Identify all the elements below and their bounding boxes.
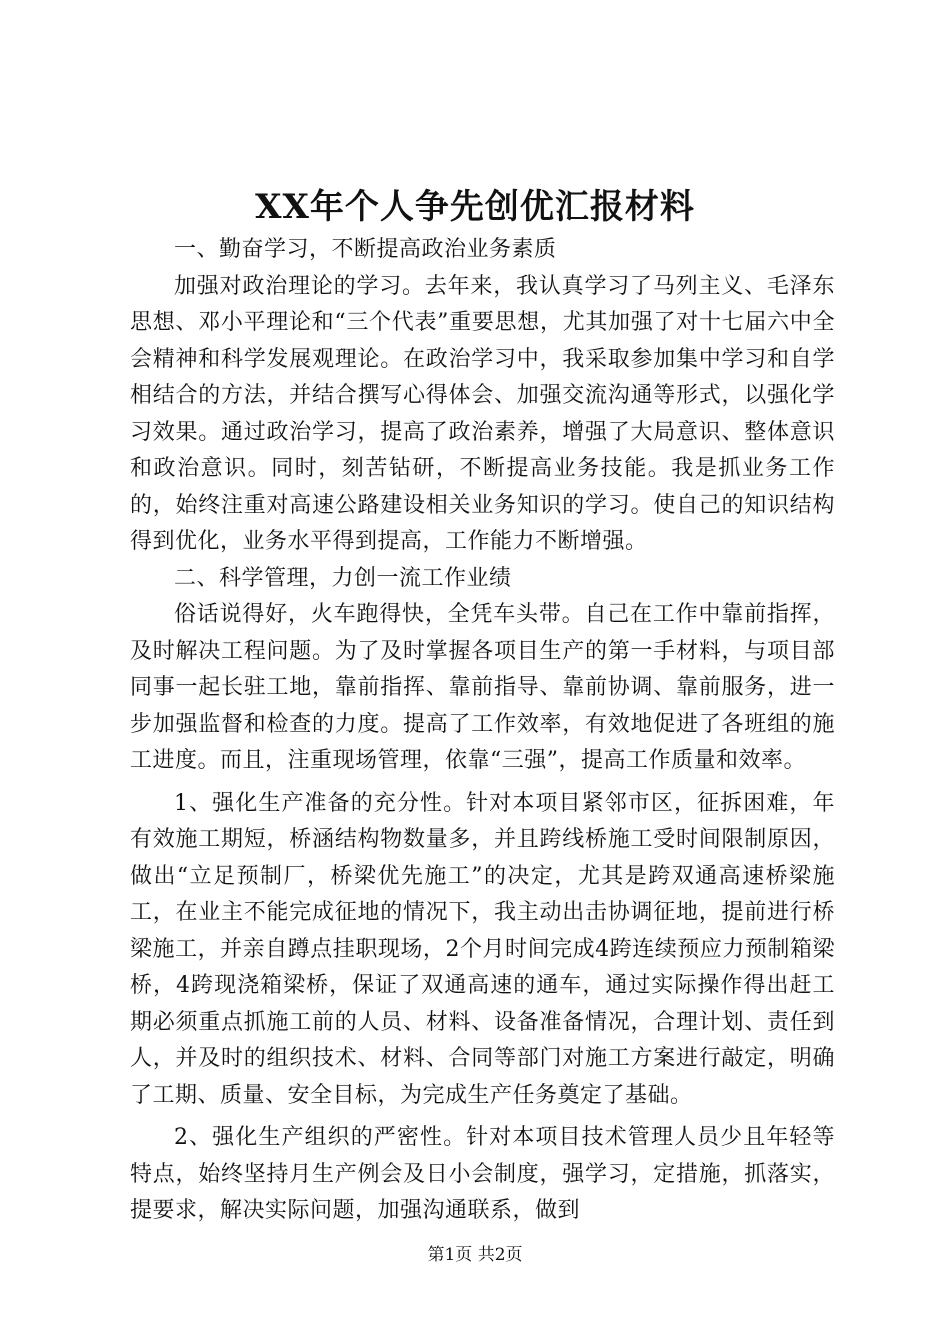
- document-title: XX年个人争先创优汇报材料: [255, 187, 695, 227]
- paragraph-management: 俗话说得好，火车跑得快，全凭车头带。自己在工作中靠前指挥，及时解决工程问题。为了及时掌握各项目生产的第一手材料，与项目部同事一起长驻工地，靠前指挥、靠前指导、靠前协调、靠前服务，进一步加强监督和检查的力度。提高了工作效率，有效地促进了各班组的施工进度。而且，注重现场管理，依靠“三强”，提高工作质量和效率。: [130, 602, 835, 773]
- page-number-footer: 第1页 共2页: [427, 1245, 523, 1265]
- document-body: [130, 232, 835, 1230]
- paragraph-item-2: 2、强化生产组织的严密性。针对本项目技术管理人员少且年轻等特点，始终坚持月生产例会及日小会制度，强学习，定措施，抓落实，提要求，解决实际问题，加强沟通联系，做到: [130, 1125, 835, 1223]
- paragraph-item-1: 1、强化生产准备的充分性。针对本项目紧邻市区，征拆困难，年有效施工期短，桥涵结构物数量多，并且跨线桥施工受时间限制原因，做出“立足预制厂，桥梁优先施工”的决定，尤其是跨双通高速桥梁施工，在业主不能完成征地的情况下，我主动出击协调征地，提前进行桥梁施工，并亲自蹲点挂职现场，2个月时间完成4跨连续预应力预制箱梁桥，4跨现浇箱梁桥，保证了双通高速的通车，通过实际操作得出赶工期必须重点抓施工前的人员、材料、设备准备情况，合理计划、责任到人，并及时的组织技术、材料、合同等部门对施工方案进行敲定，明确了工期、质量、安全目标，为完成生产任务奠定了基础。: [130, 790, 835, 1108]
- section-heading-1: 一、勤奋学习，不断提高政治业务素质: [174, 237, 557, 262]
- paragraph-study: 加强对政治理论的学习。去年来，我认真学习了马列主义、毛泽东思想、邓小平理论和“三个代表”重要思想，尤其加强了对十七届六中全会精神和科学发展观理论。在政治学习中，我采取参加集中学习和自学相结合的方法，并结合撰写心得体会、加强交流沟通等形式，以强化学习效果。通过政治学习，提高了政治素养，增强了大局意识、整体意识和政治意识。同时，刻苦钻研，不断提高业务技能。我是抓业务工作的，始终注重对高速公路建设相关业务知识的学习。使自己的知识结构得到优化，业务水平得到提高，工作能力不断增强。: [130, 273, 835, 554]
- section-heading-2: 二、科学管理，力创一流工作业绩: [174, 565, 512, 591]
